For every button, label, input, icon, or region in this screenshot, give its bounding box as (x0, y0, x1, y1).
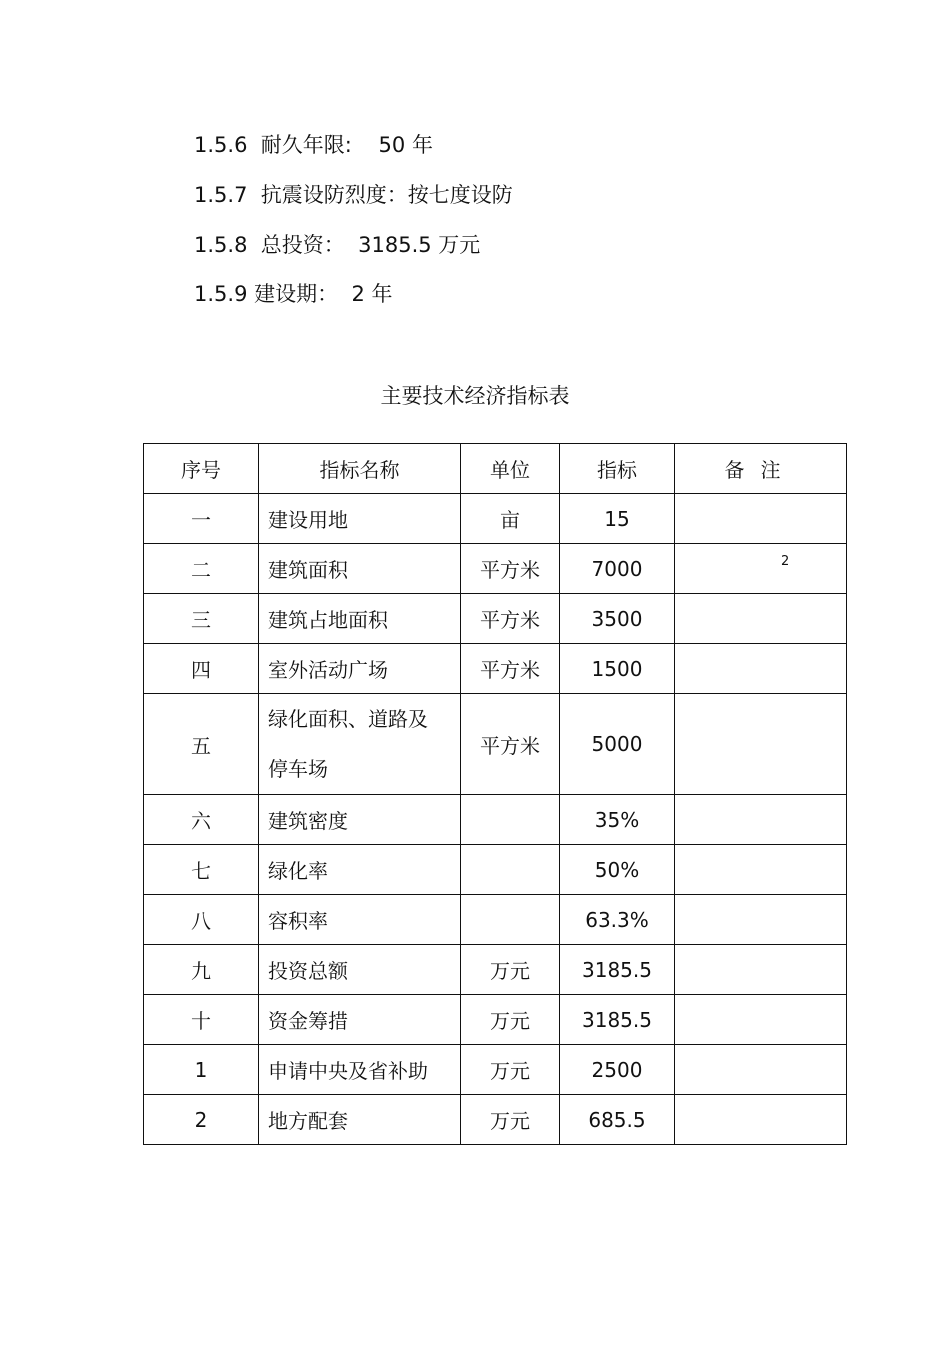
row-name: 绿化率 (259, 845, 461, 895)
row-unit: 万元 (461, 1095, 560, 1145)
row-unit: 万元 (461, 945, 560, 995)
row-name: 建设用地 (259, 494, 461, 544)
header-no: 序号 (144, 444, 259, 494)
row-name-line: 绿化面积、道路及 (268, 707, 428, 731)
header-value: 指标 (560, 444, 675, 494)
row-no: 五 (144, 694, 259, 795)
header-note: 备注 (675, 444, 847, 494)
table-row (144, 895, 847, 945)
row-unit: 万元 (461, 995, 560, 1045)
row-name: 建筑密度 (259, 795, 461, 845)
header-unit: 单位 (461, 444, 560, 494)
row-no: 四 (144, 644, 259, 694)
row-note (675, 594, 847, 644)
row-no: 八 (144, 895, 259, 945)
row-unit: 万元 (461, 1045, 560, 1095)
row-no: 二 (144, 544, 259, 594)
table-row (144, 644, 847, 694)
table-title: 主要技术经济指标表 (380, 384, 570, 408)
row-name-line: 停车场 (268, 757, 328, 781)
table-row (144, 1045, 847, 1095)
row-unit: 平方米 (461, 644, 560, 694)
row-name: 容积率 (259, 895, 461, 945)
table-row (144, 1095, 847, 1145)
row-note (675, 694, 847, 795)
row-name: 地方配套 (259, 1095, 461, 1145)
row-name: 申请中央及省补助 (259, 1045, 461, 1095)
row-value: 2500 (560, 1045, 675, 1095)
row-value: 7000 (560, 544, 675, 594)
row-unit (461, 895, 560, 945)
row-no: 十 (144, 995, 259, 1045)
table-row (144, 544, 847, 594)
row-value: 3185.5 (560, 995, 675, 1045)
row-no: 1 (144, 1045, 259, 1095)
row-note (675, 895, 847, 945)
row-note: 2 (781, 554, 790, 569)
row-name: 建筑面积 (259, 544, 461, 594)
row-no: 六 (144, 795, 259, 845)
metrics-table (143, 443, 847, 1145)
row-unit: 平方米 (461, 694, 560, 795)
row-note (675, 1045, 847, 1095)
row-note-cell (675, 544, 847, 594)
row-no: 2 (144, 1095, 259, 1145)
row-no: 七 (144, 845, 259, 895)
table-row (144, 995, 847, 1045)
row-value: 15 (560, 494, 675, 544)
row-note (675, 494, 847, 544)
row-name: 室外活动广场 (259, 644, 461, 694)
row-no: 三 (144, 594, 259, 644)
row-note (675, 945, 847, 995)
row-unit: 亩 (461, 494, 560, 544)
table-row (144, 494, 847, 544)
table-row (144, 795, 847, 845)
row-unit (461, 845, 560, 895)
row-name: 投资总额 (259, 945, 461, 995)
row-note (675, 845, 847, 895)
header-name: 指标名称 (259, 444, 461, 494)
row-note (675, 1095, 847, 1145)
row-no: 一 (144, 494, 259, 544)
table-row (144, 945, 847, 995)
row-no: 九 (144, 945, 259, 995)
row-note (675, 795, 847, 845)
row-unit (461, 795, 560, 845)
row-note (675, 995, 847, 1045)
row-value: 63.3% (560, 895, 675, 945)
spec-investment: 1.5.8 总投资： 3185.5 万元 (194, 233, 481, 257)
spec-construction-period: 1.5.9 建设期： 2 年 (194, 282, 393, 306)
row-unit: 平方米 (461, 594, 560, 644)
row-name (259, 694, 461, 795)
spec-seismic: 1.5.7 抗震设防烈度：按七度设防 (194, 183, 513, 207)
spec-durability: 1.5.6 耐久年限: 50 年 (194, 133, 433, 157)
table-header-row (144, 444, 847, 494)
row-name: 建筑占地面积 (259, 594, 461, 644)
row-value: 3500 (560, 594, 675, 644)
row-value: 1500 (560, 644, 675, 694)
table-row (144, 845, 847, 895)
row-value: 50% (560, 845, 675, 895)
table-row (144, 594, 847, 644)
row-note (675, 644, 847, 694)
table-row (144, 694, 847, 795)
row-value: 5000 (560, 694, 675, 795)
row-value: 3185.5 (560, 945, 675, 995)
row-value: 35% (560, 795, 675, 845)
row-unit: 平方米 (461, 544, 560, 594)
row-value: 685.5 (560, 1095, 675, 1145)
row-name: 资金筹措 (259, 995, 461, 1045)
